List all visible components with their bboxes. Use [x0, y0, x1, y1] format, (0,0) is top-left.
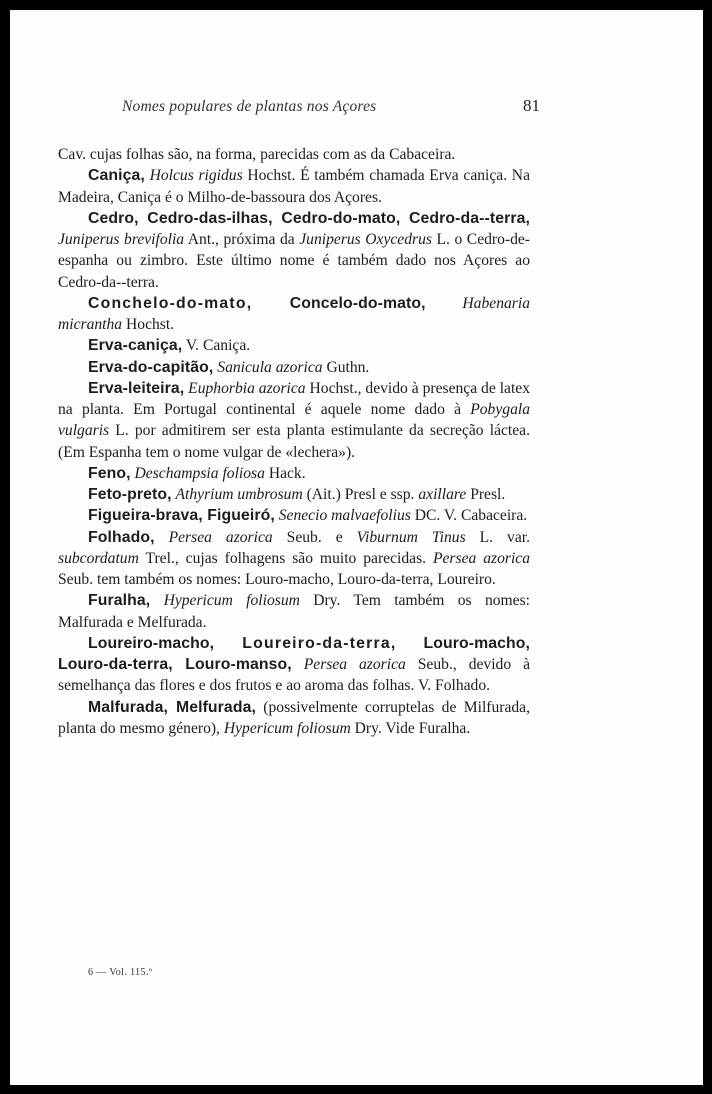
entry-headword: Feno, [88, 464, 131, 482]
entry-erva-do-capitao [58, 357, 530, 378]
entry-text: (possivelmente corruptelas de Milfurada, planta do mesmo género), [58, 698, 530, 737]
entry-headword: Conchelo-do-mato, [88, 294, 253, 312]
entry-headword: Folhado, [88, 528, 155, 546]
entry-latin-name: Viburnum Tinus [356, 528, 466, 546]
entry-text: Guthn. [322, 358, 370, 376]
entry-text: Hochst. É também chamada Erva caniça. Na Madeira, Caniça é o Milho-de-bassoura dos Açores. [58, 167, 530, 206]
entry-text: L. var. [465, 528, 531, 546]
entry-headword: Figueira-brava, Figueiró, [88, 507, 275, 525]
entry-text: (Ait.) Presl e ssp. [302, 486, 419, 503]
entry-text: Hack. [264, 464, 306, 482]
entry-headword: Erva-do-capitão, [88, 358, 214, 376]
entry-text: Seub. e [272, 528, 357, 546]
book-page [10, 10, 703, 1085]
entry-latin-name: Deschampsia foliosa [134, 464, 265, 482]
entry-latin-name: Hypericum foliosum [163, 592, 300, 610]
entry-latin-name: Holcus rigidus [149, 167, 243, 185]
entry-headword-alt: Concelo-do-mato, [252, 294, 426, 312]
entry-text: V. Caniça. [182, 337, 251, 355]
entry-canica [58, 165, 530, 208]
entry-latin-name: Hypericum foliosum [223, 719, 351, 737]
page-body [58, 144, 530, 739]
signature-mark: 6 — Vol. 115.º [88, 967, 153, 978]
entry-latin-name: axillare [418, 486, 467, 503]
entry-text: Presl. [466, 486, 506, 503]
entry-latin-name: Habenaria micrantha [58, 294, 530, 333]
entry-loureiro-macho [58, 633, 530, 697]
entry-headword-alt: Louro-macho, Louro-da-terra, Louro-manso, [58, 634, 530, 673]
entry-latin-name: Pobygala vulgaris [58, 401, 530, 440]
entry-headword: Furalha, [88, 592, 151, 610]
entry-text: DC. V. Cabaceira. [410, 507, 528, 525]
entry-headword: Erva-caniça, [88, 337, 183, 355]
entry-feto-preto [58, 484, 530, 505]
entry-latin-name: Juniperus brevifolia [58, 231, 185, 248]
entry-headword: Erva-leiteira, [88, 379, 185, 397]
entry-latin-name: Senecio malvaefolius [278, 507, 411, 525]
entry-headword-alt: Loureiro-da-terra, [214, 634, 397, 652]
entry-cedro [58, 208, 530, 293]
entry-text: Dry. Tem também os nomes: Malfurada e Melfurada. [58, 592, 530, 631]
entry-text: Cav. cujas folhas são, na forma, parecidas com as da Cabaceira. [58, 146, 456, 163]
entry-headword: Cedro, Cedro-das-ilhas, Cedro-do-mato, Cedro-da--terra, [88, 209, 530, 227]
entry-headword: Malfurada, Melfurada, [88, 698, 256, 716]
entry-latin-name: Athyrium umbrosum [175, 486, 303, 503]
entry-folhado [58, 527, 530, 591]
entry-headword: Loureiro-macho, [88, 634, 215, 652]
entry-text: L. por admitirem ser esta planta estimulante da secreção láctea. (Em Espanha tem o nome vulgar de «lechera»). [58, 422, 530, 461]
entry-figueira-brava [58, 505, 530, 526]
entry-erva-leiteira [58, 378, 530, 463]
entry-headword: Feto-preto, [88, 486, 172, 503]
entry-malfurada [58, 697, 530, 740]
entry-text: Hochst., devido à presença de latex na planta. Em Portugal continental é aquele nome dado à [58, 379, 531, 418]
entry-latin-name: Persea azorica [168, 528, 273, 546]
entry-latin-name: Sanicula azorica [217, 358, 323, 376]
entry-text: L. o Cedro-de-espanha ou zimbro. Este último nome é também dado nos Açores ao Cedro-da--terra. [58, 231, 531, 291]
entry-furalha [58, 590, 530, 633]
entry-feno [58, 463, 530, 484]
entry-text: Seub. tem também os nomes: Louro-macho, Louro-da-terra, Loureiro. [58, 571, 496, 588]
entry-text: Seub., devido à semelhança das flores e dos frutos e ao aroma das folhas. V. Folhado. [58, 656, 531, 695]
entry-conchelo-do-mato [58, 293, 530, 336]
entry-latin-name: subcordatum [58, 549, 139, 567]
entry-latin-name: Persea azorica [432, 549, 531, 567]
entry-text: Trel., cujas folhagens são muito parecidas. [138, 549, 433, 567]
page-number: 81 [523, 96, 540, 115]
entry-text: Dry. Vide Furalha. [350, 719, 471, 737]
entry-text: Ant., próxima da [184, 231, 300, 248]
running-header [122, 98, 542, 122]
entry-headword: Caniça, [88, 167, 145, 185]
running-title: Nomes populares de plantas nos Açores [122, 98, 377, 115]
entry-erva-canica [58, 335, 530, 356]
entry-text: Hochst. [122, 316, 175, 333]
entry-latin-name: Persea azorica [303, 656, 406, 673]
entry-latin-name: Juniperus Oxycedrus [299, 231, 432, 248]
entry-cabaceira-continuation [58, 144, 530, 165]
entry-latin-name: Euphorbia azorica [188, 379, 306, 397]
